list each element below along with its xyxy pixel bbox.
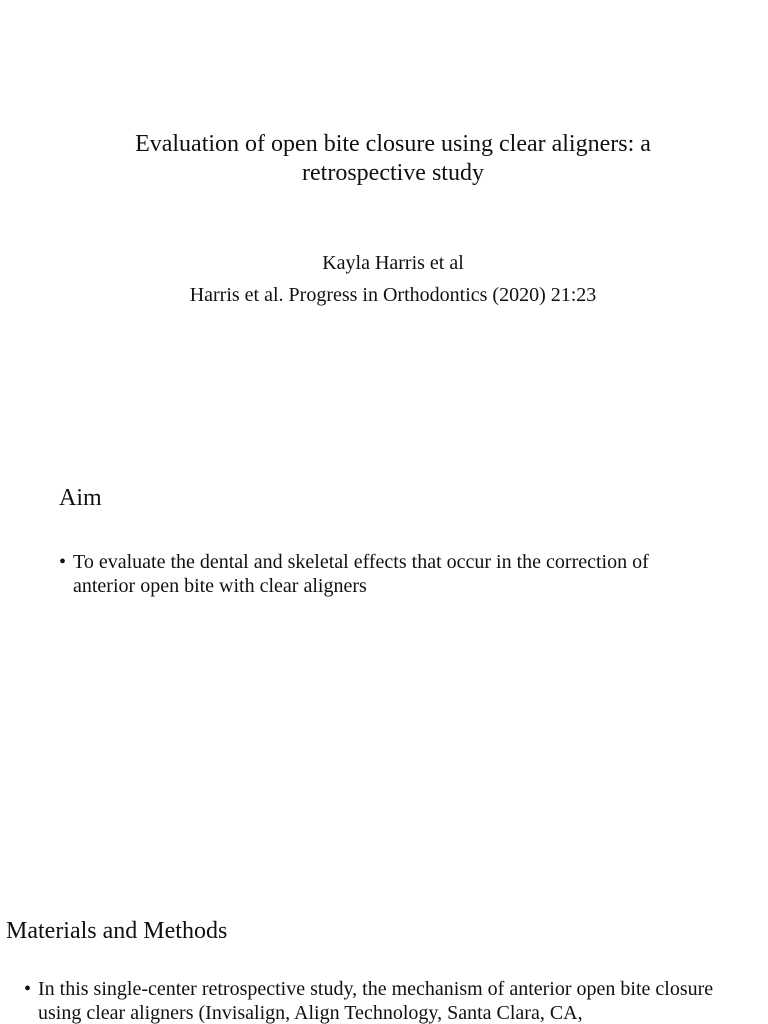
aim-bullet-item: • To evaluate the dental and skeletal effects that occur in the correction of anterior open bite with clear aligners (59, 550, 709, 598)
aim-bullet-list (59, 550, 709, 598)
author-line: Kayla Harris et al (322, 252, 464, 274)
materials-methods-bullet-item: • In this single-center retrospective study, the mechanism of anterior open bite closure using clear aligners (Invisalign, Align Technology, Santa Clara, CA, (24, 977, 744, 1024)
paper-title: Evaluation of open bite closure using clear aligners: a retrospective study (135, 131, 651, 186)
section-heading-aim: Aim (59, 485, 102, 511)
section-heading-materials-and-methods: Materials and Methods (6, 918, 228, 944)
citation-line: Harris et al. Progress in Orthodontics (2020) 21:23 (189, 284, 597, 306)
materials-methods-bullet-list (24, 977, 744, 1024)
